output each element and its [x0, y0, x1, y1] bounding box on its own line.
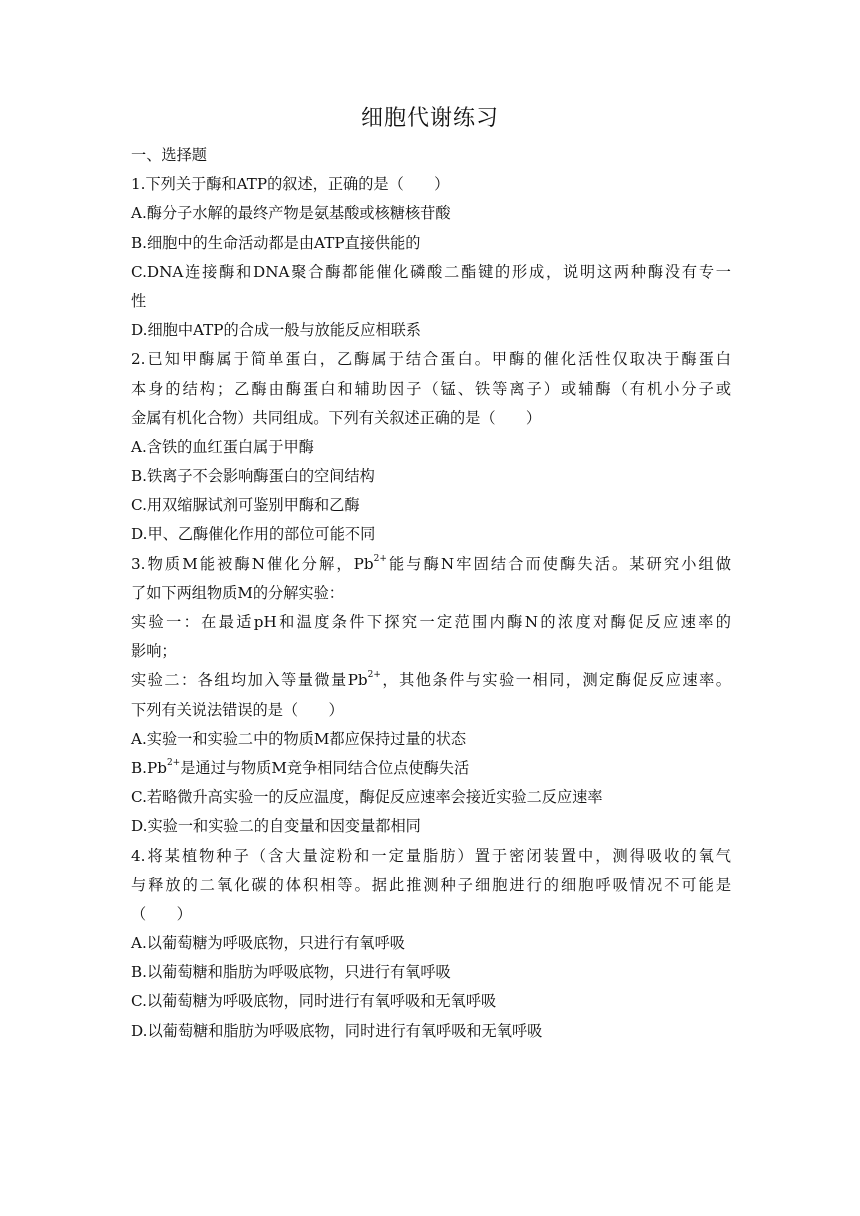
- option-a: A.含铁的血红蛋白属于甲酶: [131, 437, 314, 456]
- question-stem: 与释放的二氧化碳的体积相等。据此推测种子细胞进行的细胞呼吸情况不可能是: [131, 875, 731, 894]
- stem-text: 能与酶N牢固结合而使酶失活。某研究小组做: [386, 554, 731, 573]
- option-a: A.以葡萄糖为呼吸底物，只进行有氧呼吸: [131, 934, 405, 953]
- option-text: B.Pb: [131, 758, 167, 777]
- question-2: [131, 345, 731, 549]
- option-c-continued: 性: [131, 291, 147, 310]
- superscript: 2+: [166, 757, 181, 768]
- question-stem: [131, 550, 731, 579]
- question-1: [131, 170, 731, 345]
- question-stem: 1.下列关于酶和ATP的叙述，正确的是（ ）: [131, 175, 450, 194]
- option-b: B.细胞中的生命活动都是由ATP直接供能的: [131, 233, 421, 252]
- superscript: 2+: [373, 553, 387, 564]
- question-stem: 金属有机化合物）共同组成。下列有关叙述正确的是（ ）: [131, 408, 542, 427]
- question-stem: 2.已知甲酶属于简单蛋白，乙酶属于结合蛋白。甲酶的催化活性仅取决于酶蛋白: [131, 350, 731, 369]
- option-text: 是通过与物质M竞争相同结合位点使酶失活: [180, 758, 470, 777]
- page-title: 细胞代谢练习: [360, 106, 499, 131]
- question-prompt: 下列有关说法错误的是（ ）: [131, 700, 344, 719]
- stem-text: 实验二：各组均加入等量微量Pb: [131, 671, 368, 690]
- experiment-1-continued: 影响；: [131, 642, 177, 661]
- question-stem: 4.将某植物种子（含大量淀粉和一定量脂肪）置于密闭装置中，测得吸收的氧气: [131, 846, 731, 865]
- option-b: B.铁离子不会影响酶蛋白的空间结构: [131, 467, 375, 486]
- option-c: C.DNA连接酶和DNA聚合酶都能催化磷酸二酯键的形成，说明这两种酶没有专一: [131, 262, 731, 281]
- experiment-1: 实验一：在最适pH和温度条件下探究一定范围内酶N的浓度对酶促反应速率的: [131, 613, 731, 631]
- experiment-2: [131, 666, 731, 695]
- option-c: C.用双缩脲试剂可鉴别甲酶和乙酶: [131, 496, 360, 515]
- option-c: C.以葡萄糖为呼吸底物，同时进行有氧呼吸和无氧呼吸: [131, 992, 497, 1011]
- option-a: A.实验一和实验二中的物质M都应保持过量的状态: [131, 729, 467, 748]
- document-body: [131, 141, 731, 1046]
- option-a: A.酶分子水解的最终产物是氨基酸或核糖核苷酸: [131, 204, 451, 223]
- question-3: [131, 550, 731, 842]
- section-heading: 一、选择题: [131, 146, 207, 164]
- option-d: D.以葡萄糖和脂肪为呼吸底物，同时进行有氧呼吸和无氧呼吸: [131, 1021, 543, 1040]
- option-d: D.甲、乙酶催化作用的部位可能不同: [131, 525, 376, 544]
- question-stem: （ ）: [131, 904, 192, 923]
- option-c: C.若略微升高实验一的反应温度，酶促反应速率会接近实验二反应速率: [131, 788, 603, 807]
- question-4: [131, 842, 731, 1046]
- option-b: B.以葡萄糖和脂肪为呼吸底物，只进行有氧呼吸: [131, 963, 451, 982]
- option-b: [131, 754, 731, 783]
- question-stem: 本身的结构；乙酶由酶蛋白和辅助因子（锰、铁等离子）或辅酶（有机小分子或: [131, 379, 731, 398]
- option-d: D.实验一和实验二的自变量和因变量都相同: [131, 817, 421, 836]
- option-d: D.细胞中ATP的合成一般与放能反应相联系: [131, 321, 421, 340]
- stem-text: ，其他条件与实验一相同，测定酶促反应速率。: [380, 671, 731, 690]
- stem-text: 3.物质M能被酶N催化分解，Pb: [131, 554, 374, 573]
- superscript: 2+: [367, 670, 381, 681]
- question-stem: 了如下两组物质M的分解实验：: [131, 583, 344, 602]
